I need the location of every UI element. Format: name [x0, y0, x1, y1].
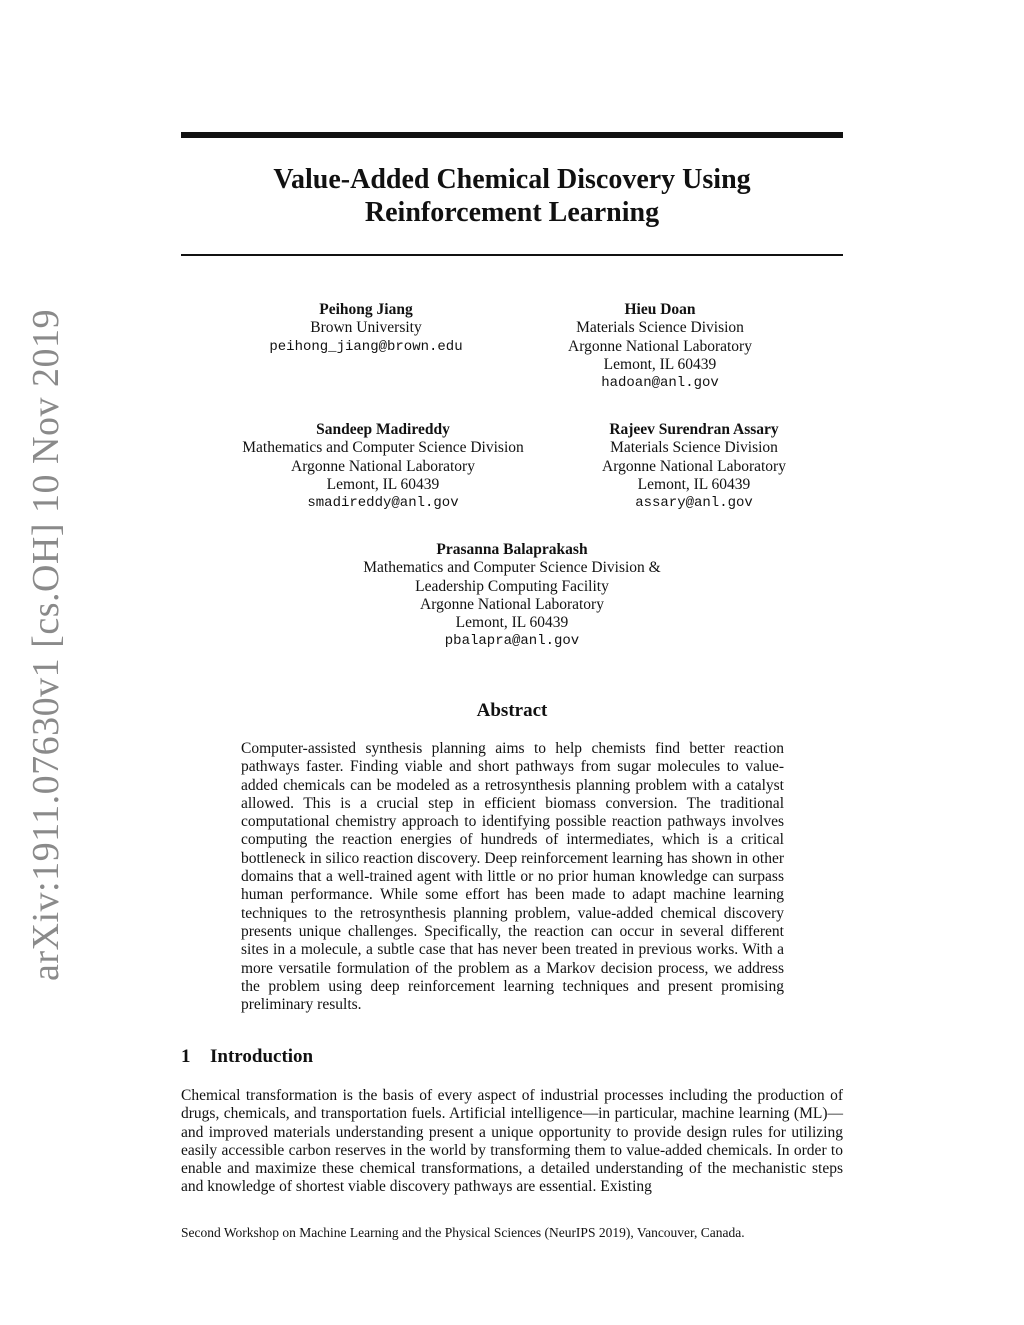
author-affiliation: Mathematics and Computer Science Division — [242, 439, 524, 457]
section-number: 1 — [181, 1046, 191, 1067]
introduction-text: Chemical transformation is the basis of every aspect of industrial processes including the production of drugs, chemicals, and transportation fuels. Artificial intelligence—in particular, machine learning (ML)—and improved materials understanding present a unique opportunity to provide design rules for utilizing easily accessible carbon reserves in the world by transforming them to value-added chemicals. In order to enable and maximize these chemical transformations, a detailed understanding of the mechanistic steps and knowledge of shortest viable discovery pathways are essential. Existing — [181, 1087, 843, 1196]
author-affiliation: Leadership Computing Facility — [415, 577, 609, 595]
section-heading-introduction — [181, 1046, 313, 1068]
author-block — [260, 301, 472, 356]
author-email[interactable]: pbalapra@anl.gov — [444, 633, 580, 650]
author-affiliation: Mathematics and Computer Science Division & — [363, 559, 661, 577]
author-email[interactable]: smadireddy@anl.gov — [307, 495, 459, 512]
author-name: Rajeev Surendran Assary — [609, 421, 779, 438]
title-rule-top — [181, 132, 843, 138]
author-name: Prasanna Balaprakash — [436, 541, 588, 558]
author-block — [555, 301, 765, 392]
title-line-2: Reinforcement Learning — [364, 197, 660, 228]
author-affiliation: Materials Science Division — [576, 319, 744, 337]
author-affiliation: Materials Science Division — [610, 439, 778, 457]
section-title: Introduction — [210, 1046, 314, 1067]
author-affiliation: Brown University — [310, 319, 422, 337]
author-name: Sandeep Madireddy — [316, 421, 450, 438]
author-name: Peihong Jiang — [319, 301, 413, 318]
author-affiliation: Argonne National Laboratory — [568, 337, 752, 355]
venue-footnote: Second Workshop on Machine Learning and the Physical Sciences (NeurIPS 2019), Vancouver, Canada. — [181, 1225, 745, 1240]
author-affiliation: Argonne National Laboratory — [602, 457, 786, 475]
author-name: Hieu Doan — [624, 301, 696, 318]
author-block — [587, 421, 801, 512]
author-email[interactable]: peihong_jiang@brown.edu — [269, 338, 463, 355]
author-address: Lemont, IL 60439 — [326, 475, 440, 493]
paper-title — [181, 163, 843, 229]
abstract-heading: Abstract — [476, 700, 548, 721]
abstract-text: Computer-assisted synthesis planning aims to help chemists find better reaction pathways faster. Finding viable and short pathways from sugar molecules to value-added chemicals can be modeled as a retrosynthesis planning problem with a catalyst allowed. This is a crucial step in efficient biomass conversion. The traditional computational chemistry approach to identifying possible reaction pathways involves computing the reaction energies of hundreds of intermediates, which is a critical bottleneck in silico reaction discovery. Deep reinforcement learning has shown in other domains that a well-trained agent with little or no prior human knowledge can surpass human performance. While some effort has been made to adapt machine learning techniques to the retrosynthesis planning problem, value-added chemical discovery presents unique challenges. Specifically, the reaction can occur in several different sites in a molecule, a subtle case that has never been treated in previous works. With a more versatile formulation of the problem as a Markov decision process, we address the problem using deep reinforcement learning techniques and present promising preliminary results. — [241, 740, 784, 1014]
title-rule-bottom — [181, 254, 843, 256]
author-address: Lemont, IL 60439 — [455, 614, 569, 632]
author-email[interactable]: hadoan@anl.gov — [601, 375, 719, 392]
title-line-1: Value-Added Chemical Discovery Using — [273, 164, 751, 195]
author-address: Lemont, IL 60439 — [603, 355, 717, 373]
author-address: Lemont, IL 60439 — [637, 475, 751, 493]
arxiv-identifier: arXiv:1911.07630v1 [cs.OH] 10 Nov 2019 — [25, 309, 67, 981]
author-block — [226, 421, 540, 512]
author-email[interactable]: assary@anl.gov — [635, 495, 753, 512]
author-affiliation: Argonne National Laboratory — [291, 457, 475, 475]
author-affiliation: Argonne National Laboratory — [420, 595, 604, 613]
author-block — [332, 541, 692, 651]
